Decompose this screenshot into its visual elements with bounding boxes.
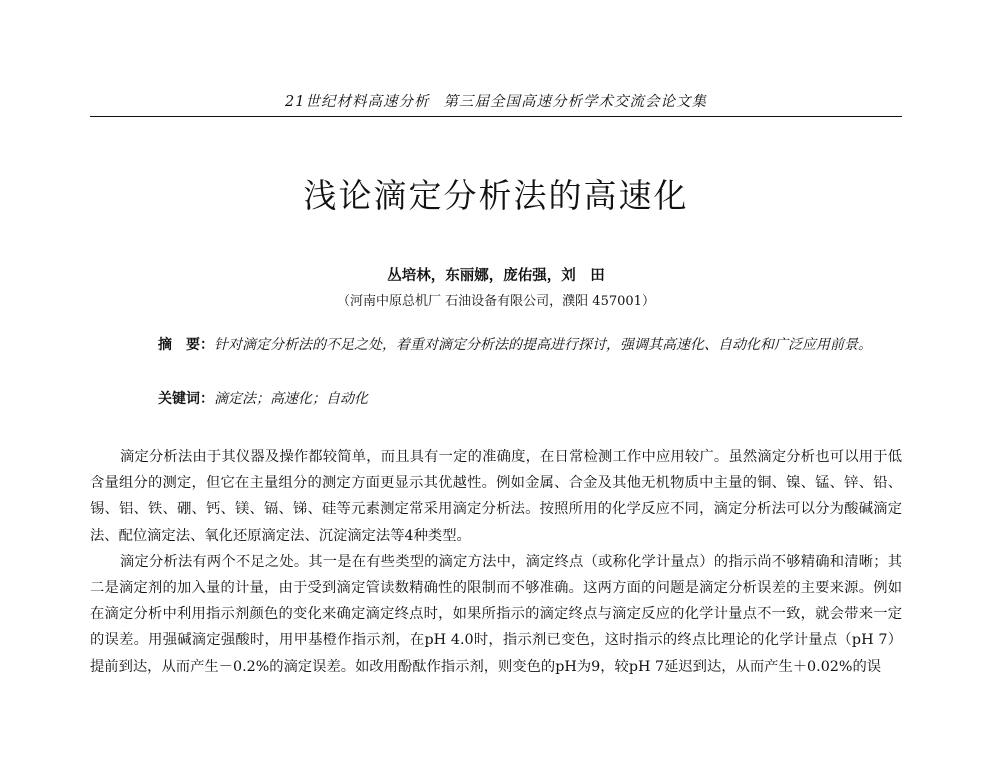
running-header-right: 第三届全国高速分析学术交流会论文集	[443, 94, 707, 110]
abstract	[118, 332, 878, 359]
keywords-text: 滴定法；高速化；自动化	[214, 391, 368, 407]
running-header-left: 21世纪材料高速分析	[285, 94, 430, 110]
body-paragraph-2: 滴定分析法有两个不足之处。其一是在有些类型的滴定方法中，滴定终点（或称化学计量点）的指示尚不够精确和清晰；其二是滴定剂的加入量的计量，由于受到滴定管读数精确性的限制而不够准确。这两方面的问题是滴定分析误差的主要来源。例如在滴定分析中利用指示剂颜色的变化来确定滴定终点时，如果所指示的滴定终点与滴定反应的化学计量点不一致，就会带来一定的误差。用强碱滴定强酸时，用甲基橙作指示剂，在pH 4.0时，指示剂已变色，这时指示的终点比理论的化学计量点（pH 7）提前到达，从而产生－0.2%的滴定误差。如改用酚酞作指示剂，则变色的pH为9，较pH 7延迟到达，从而产生＋0.02%的误	[90, 553, 902, 675]
header-rule	[90, 116, 902, 117]
body-text	[90, 444, 902, 680]
paper-title: 浅论滴定分析法的高速化	[303, 176, 689, 215]
affiliation: （河南中原总机厂 石油设备有限公司，濮阳 457001）	[337, 294, 655, 309]
running-header	[90, 90, 902, 111]
abstract-text: 针对滴定分析法的不足之处，着重对滴定分析法的提高进行探讨，强调其高速化、自动化和广泛应用前景。	[214, 337, 872, 353]
body-paragraph-1: 滴定分析法由于其仪器及操作都较简单，而且具有一定的准确度，在日常检测工作中应用较广。虽然滴定分析也可以用于低含量组分的测定，但它在主量组分的测定方面更显示其优越性。例如金属、合金及其他无机物质中主量的铜、镍、锰、锌、铅、锡、铝、铁、硼、钙、镁、镉、锑、硅等元素测定常采用滴定分析法。按照所用的化学反应不同，滴定分析法可以分为酸碱滴定法、配位滴定法、氧化还原滴定法、沉淀滴定法等4种类型。	[90, 449, 902, 544]
abstract-label: 摘 要：	[158, 337, 214, 353]
keywords-label: 关键词：	[158, 391, 214, 407]
keywords	[158, 386, 858, 413]
author-list: 丛培林，东丽娜，庞佑强，刘 田	[387, 268, 605, 284]
